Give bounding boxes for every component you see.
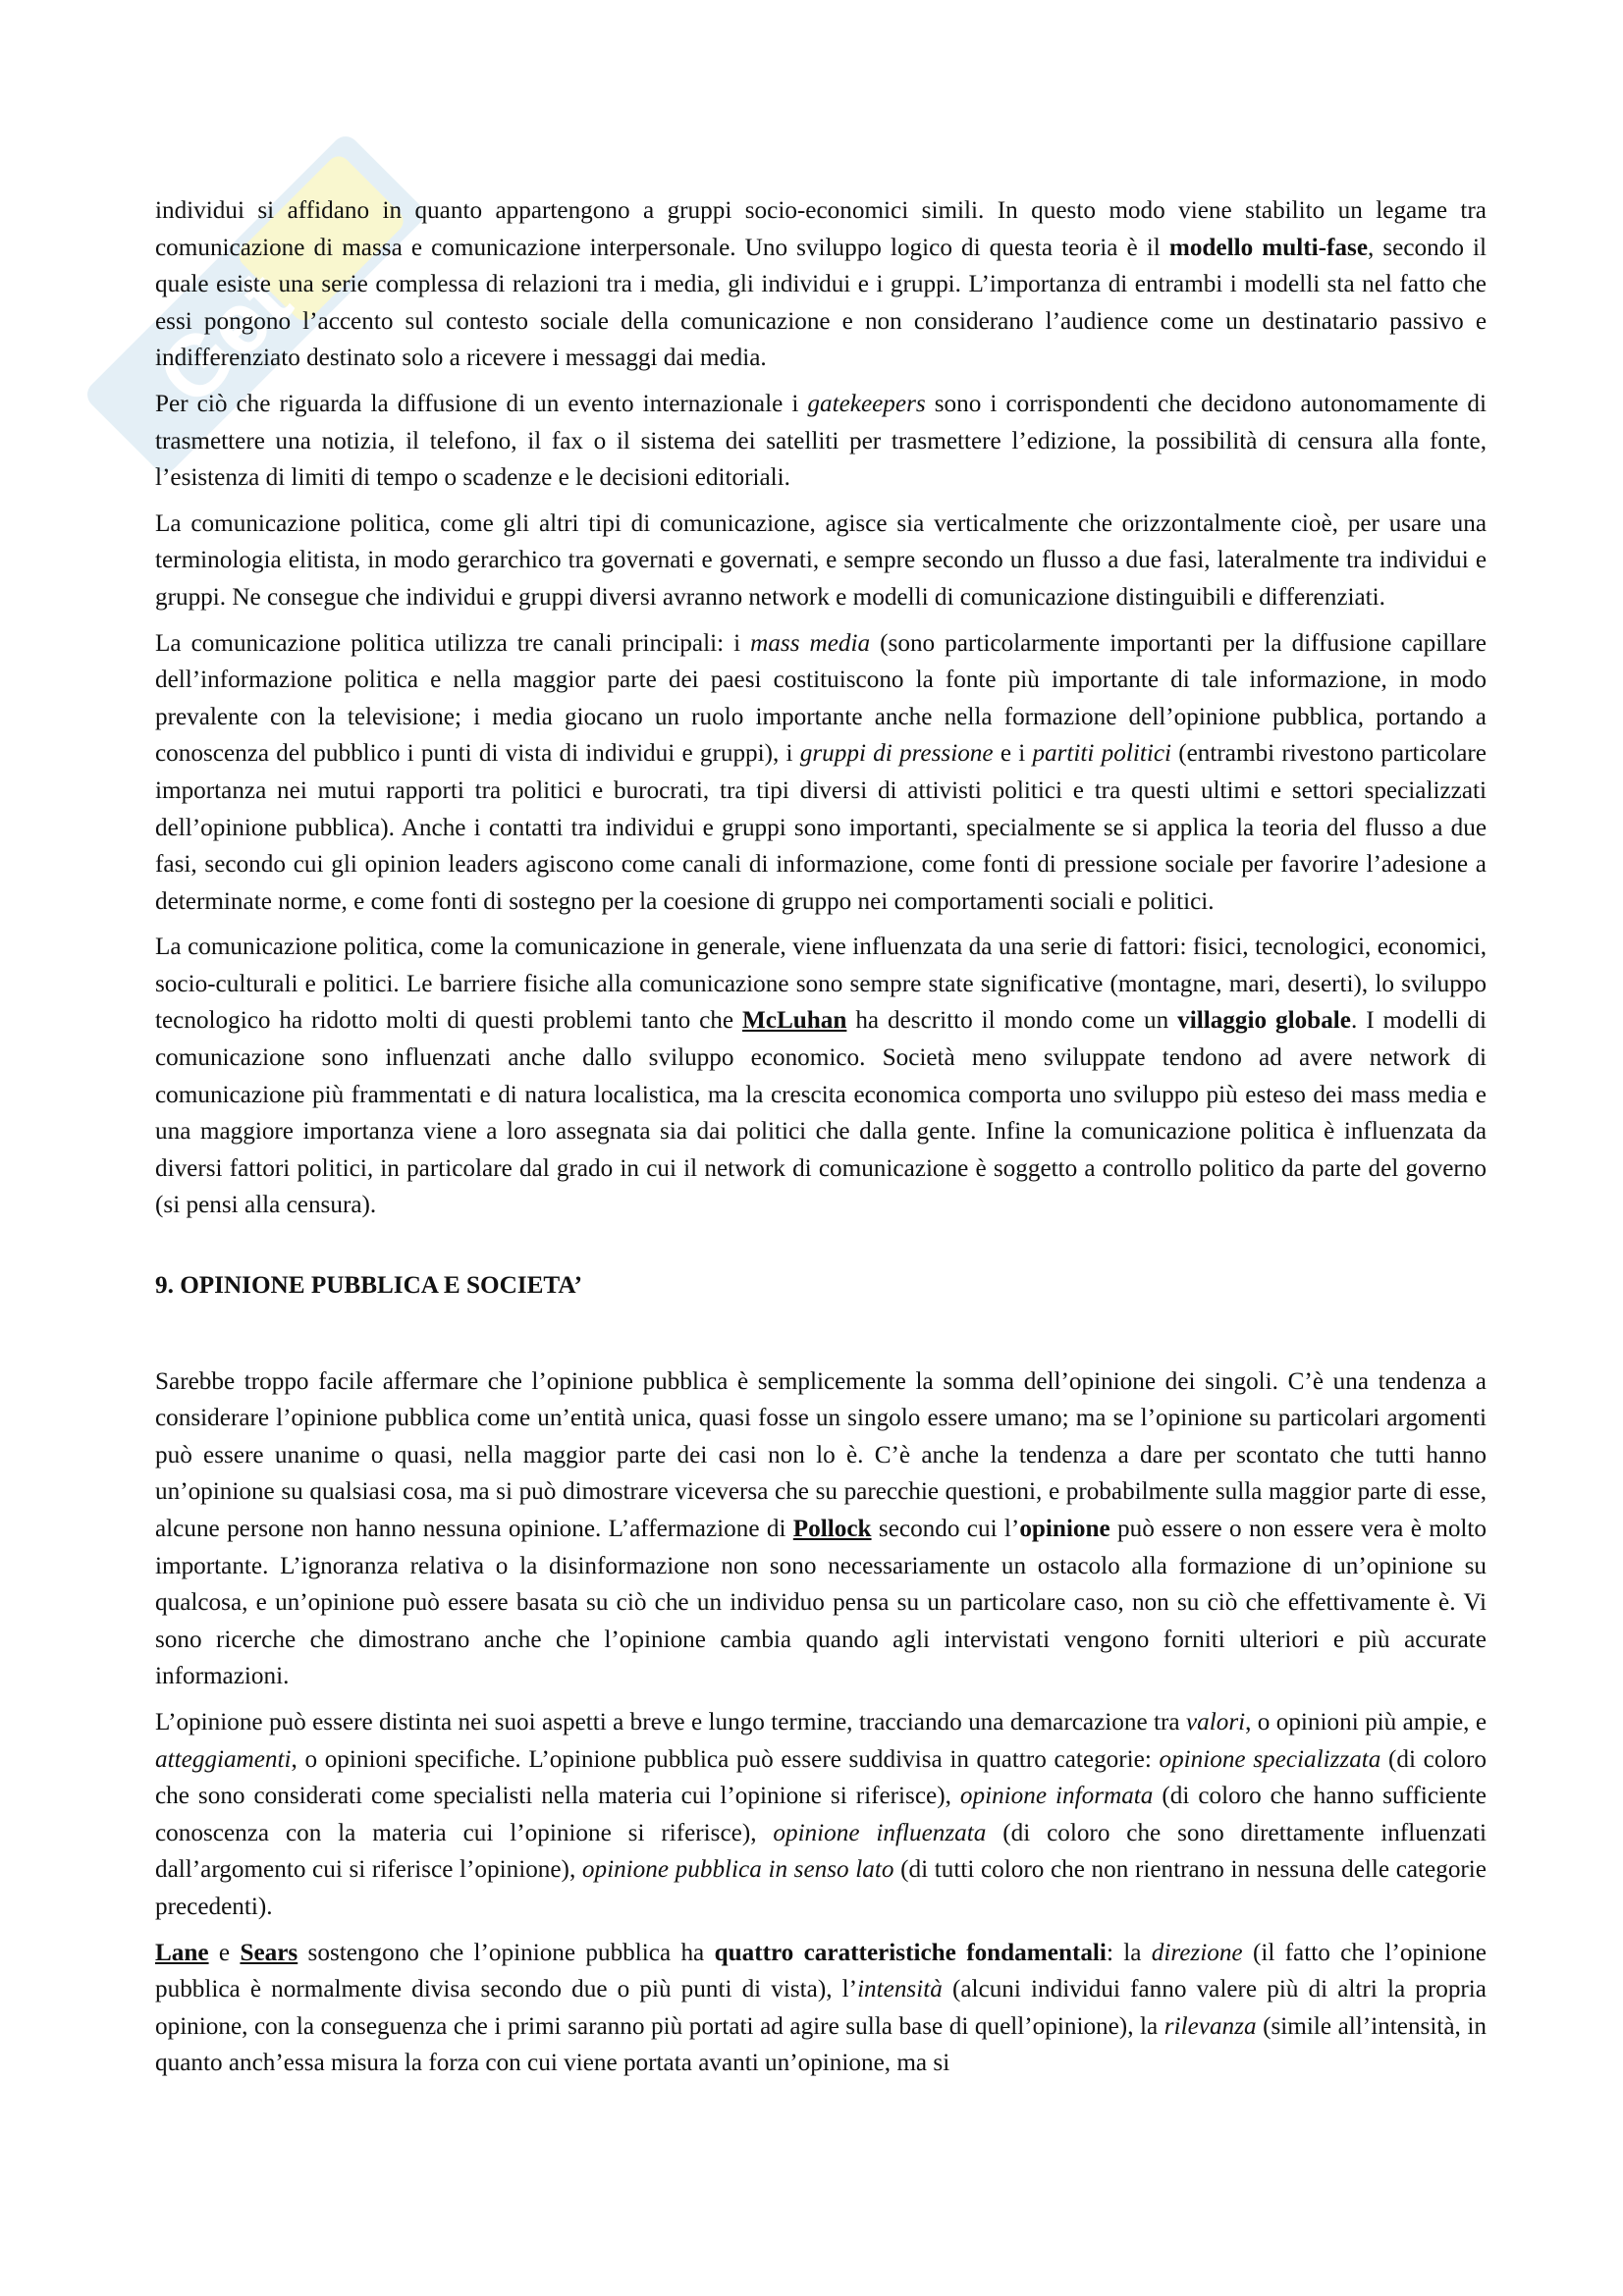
emphasis-text: McLuhan <box>742 1007 847 1035</box>
text-run: (simile all’intensità, in quanto anch’essa misura la forza con cui viene portata avanti un’opinione, ma si <box>155 2012 1487 2077</box>
document-page <box>155 192 1487 2091</box>
paragraph <box>155 929 1487 1224</box>
text-run: ha descritto il mondo come un <box>846 1007 1178 1035</box>
text-run: Per ciò che riguarda la diffusione di un evento internazionale i <box>155 390 808 417</box>
paragraph <box>155 1704 1487 1926</box>
watermark-text: Get <box>138 252 309 423</box>
text-run: e <box>208 1939 241 1966</box>
emphasis-text: opinione influenzata <box>773 1819 987 1846</box>
text-run: e i <box>993 740 1033 768</box>
text-run: La comunicazione politica utilizza tre canali principali: i <box>155 629 751 657</box>
emphasis-text: opinione informata <box>959 1783 1154 1810</box>
emphasis-text: intensità <box>857 1976 943 2003</box>
paragraph <box>155 625 1487 921</box>
emphasis-text: opinione specializzata <box>1159 1745 1381 1773</box>
emphasis-text: partiti politici <box>1032 740 1171 768</box>
emphasis-text: valori <box>1185 1708 1246 1735</box>
text-run: La comunicazione politica, come la comunicazione in generale, viene influenzata da una serie di fattori: fisici, tecnologici, economici, socio-culturali e politici. Le barriere fisiche alla comunicazione sono sempre state significative (montagne, mari, deserti), lo sviluppo tecnologico ha ridotto molti di questi problemi tanto che <box>155 934 1487 1035</box>
text-run: , o opinioni più ampie, e <box>1245 1708 1488 1735</box>
text-run: (di coloro che sono considerati come specialisti nella materia cui l’opinione si riferisce), <box>155 1745 1487 1810</box>
emphasis-text: mass media <box>750 629 871 657</box>
text-run: sono i corrispondenti che decidono autonomamente di trasmettere una notizia, il telefono, il fax o il sistema dei satelliti per trasmettere l’edizione, la possibilità di censura alla fonte, l’esistenza di limiti di tempo o scadenze e le decisioni editoriali. <box>155 390 1487 492</box>
text-run: L’opinione può essere distinta nei suoi aspetti a breve e lungo termine, tracciando una demarcazione tra <box>155 1708 1186 1735</box>
section-heading <box>155 1267 1487 1305</box>
emphasis-text: rilevanza <box>1163 2012 1257 2040</box>
text-run: individui si affidano in quanto appartengono a gruppi socio-economici simili. In questo modo viene stabilito un legame tra comunicazione di massa e comunicazione interpersonale. Uno sviluppo logico di questa teoria è il <box>155 197 1487 261</box>
heading-text: 9. OPINIONE PUBBLICA E SOCIETA’ <box>155 1272 583 1300</box>
paragraph <box>155 386 1487 497</box>
emphasis-text: Lane <box>155 1939 209 1966</box>
text-run: : la <box>1106 1939 1152 1966</box>
emphasis-text: modello multi-fase <box>1168 234 1368 261</box>
text-run: (di coloro che sono direttamente influenzati dall’argomento cui si riferisce l’opinione), <box>155 1819 1487 1884</box>
paragraph <box>155 1363 1487 1695</box>
text-run: sostengono che l’opinione pubblica ha <box>298 1939 715 1966</box>
text-run: (di coloro che hanno sufficiente conoscenza con la materia cui l’opinione si riferisce), <box>155 1783 1487 1846</box>
emphasis-text: atteggiamenti <box>155 1745 292 1773</box>
emphasis-text: Sears <box>240 1939 298 1966</box>
emphasis-text: Pollock <box>792 1516 872 1542</box>
emphasis-text: gatekeepers <box>807 390 926 417</box>
paragraph <box>155 506 1487 616</box>
text-run: La comunicazione politica, come gli altri tipi di comunicazione, agisce sia verticalmente che orizzontalmente cioè, per usare una terminologia elitista, in modo gerarchico tra governati e governati, e sempre secondo un flusso a due fasi, lateralmente tra individui e gruppi. Ne consegue che individui e gruppi diversi avranno network e modelli di comunicazione distinguibili e differenziati. <box>155 509 1487 611</box>
text-run: Sarebbe troppo facile affermare che l’opinione pubblica è semplicemente la somma dell’opinione dei singoli. C’è una tendenza a considerare l’opinione pubblica come un’entità unica, quasi fosse un singolo essere umano; ma se l’opinione su particolari argomenti può essere unanime o quasi, nella maggior parte dei casi non lo è. C’è anche la tendenza a dare per scontato che tutti hanno un’opinione su qualsiasi cosa, ma si può dimostrare viceversa che su parecchie questioni, e probabilmente sulla maggior parte di esse, alcune persone non hanno nessuna opinione. L’affermazione di <box>155 1367 1487 1542</box>
text-run: secondo cui l’ <box>871 1516 1020 1542</box>
text-run: (alcuni individui fanno valere più di altri la propria opinione, con la conseguenza che i primi saranno più portati ad agire sulla base di quell’opinione), la <box>155 1976 1487 2040</box>
text-run: (sono particolarmente importanti per la diffusione capillare dell’informazione politica e nella maggior parte dei paesi costituiscono la fonte più importante di tale informazione, in modo prevalente con la televisione; i media giocano un ruolo importante anche nella formazione dell’opinione pubblica, portando a conoscenza del pubblico i punti di vista di individui e gruppi), i <box>155 629 1487 768</box>
paragraph <box>155 192 1487 377</box>
emphasis-text: opinione pubblica in senso lato <box>581 1856 894 1884</box>
text-run: (il fatto che l’opinione pubblica è normalmente divisa secondo due o più punti di vista), l’ <box>155 1939 1487 2003</box>
emphasis-text: opinione <box>1019 1516 1110 1542</box>
text-run: . I modelli di comunicazione sono influenzati anche dallo sviluppo economico. Società meno sviluppate tendono ad avere network di comunicazione più frammentati e di natura localistica, ma la crescita economica comporta uno sviluppo più esteso dei mass media e una maggiore importanza viene a loro assegnata sia dai politici che dalla gente. Infine la comunicazione politica è influenzata da diversi fattori politici, in particolare dal grado in cui il network di comunicazione è soggetto a controllo politico da parte del governo (si pensi alla censura). <box>155 1007 1487 1219</box>
text-run: (di tutti coloro che non rientrano in nessuna delle categorie precedenti). <box>155 1856 1487 1920</box>
emphasis-text: quattro caratteristiche fondamentali <box>714 1939 1107 1966</box>
text-run: , secondo il quale esiste una serie complessa di relazioni tra i media, gli individui e i gruppi. L’importanza di entrambi i modelli sta nel fatto che essi pongono l’accento sul contesto sociale della comunicazione e non considerano l’audience come un destinatario passivo e indifferenziato destinato solo a ricevere i messaggi dai media. <box>155 234 1487 372</box>
emphasis-text: direzione <box>1151 1939 1243 1966</box>
emphasis-text: gruppi di pressione <box>799 740 994 768</box>
emphasis-text: villaggio globale <box>1177 1007 1351 1035</box>
text-run: può essere o non essere vera è molto importante. L’ignoranza relativa o la disinformazione non sono necessariamente un ostacolo alla formazione di un’opinione su qualcosa, e un’opinione può essere basata su ciò che un individuo pensa su un particolare caso, non su ciò che effettivamente è. Vi sono ricerche che dimostrano anche che l’opinione cambia quando agli intervistati vengono forniti ulteriori e più accurate informazioni. <box>155 1516 1487 1690</box>
text-run: (entrambi rivestono particolare importanza nei mutui rapporti tra politici e burocrati, tra tipi diversi di attivisti politici e tra questi ultimi e settori specializzati dell’opinione pubblica). Anche i contatti tra individui e gruppi sono importanti, specialmente se si applica la teoria del flusso a due fasi, secondo cui gli opinion leaders agiscono come canali di informazione, come fonti di pressione sociale per favorire l’adesione a determinate norme, e come fonti di sostegno per la coesione di gruppo nei comportamenti sociali e politici. <box>155 740 1487 915</box>
text-run: , o opinioni specifiche. L’opinione pubblica può essere suddivisa in quattro categorie: <box>291 1745 1160 1773</box>
paragraph <box>155 1935 1487 2082</box>
